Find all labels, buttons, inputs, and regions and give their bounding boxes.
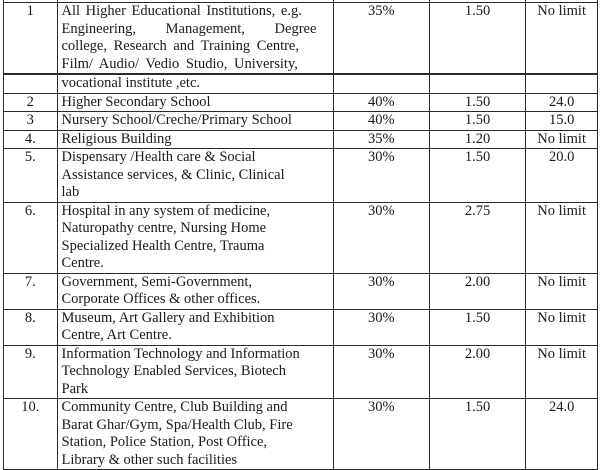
description-line: Higher Secondary School	[61, 93, 211, 110]
description-line: Film/ Audio/ Vedio Studio, University,	[61, 55, 298, 72]
height-cell: No limit	[526, 3, 598, 75]
description-cell	[57, 345, 333, 399]
description-line: Station, Police Station, Post Office,	[61, 434, 268, 450]
height-cell: No limit	[526, 273, 598, 309]
description-line: Corporate Offices & other offices.	[61, 291, 261, 307]
coverage-cell: 30%	[333, 273, 429, 309]
description-line: Technology Enabled Services, Biotech	[61, 363, 286, 379]
coverage-cell: 30%	[333, 399, 429, 470]
description-line: Naturopathy centre, Nursing Home	[61, 220, 267, 236]
description-line: Dispensary /Health care & Social	[61, 149, 256, 165]
table-row	[4, 399, 598, 470]
serial-number-cell: 7.	[4, 273, 58, 309]
far-cell: 2.00	[429, 345, 525, 399]
table-row	[4, 93, 598, 112]
description-line: All Higher Educational Institutions, e.g.	[61, 3, 302, 19]
height-cell: 24.0	[526, 399, 598, 470]
table-row-continuation	[4, 74, 598, 93]
description-line: Barat Ghar/Gym, Spa/Health Club, Fire	[61, 416, 293, 433]
serial-number-cell: 1	[4, 3, 58, 75]
height-cell: 15.0	[526, 112, 598, 131]
description-cell	[57, 399, 333, 470]
description-line: Nursery School/Creche/Primary School	[61, 112, 292, 128]
serial-number-cell: 5.	[4, 149, 58, 203]
coverage-cell: 40%	[333, 112, 429, 131]
description-line: Hospital in any system of medicine,	[61, 202, 271, 219]
description-line: Religious Building	[61, 130, 172, 147]
description-cell	[57, 273, 333, 309]
description-cell	[57, 149, 333, 203]
far-cell: 1.50	[429, 309, 525, 345]
description-line: vocational institute ,etc.	[61, 75, 201, 91]
description-line: Specialized Health Centre, Trauma	[61, 237, 265, 254]
table-row	[4, 112, 598, 131]
far-cell: 1.50	[429, 399, 525, 470]
table-row	[4, 309, 598, 345]
table-row	[4, 345, 598, 399]
far-cell: 1.50	[429, 112, 525, 131]
height-cell: 24.0	[526, 93, 598, 112]
description-line: Assistance services, & Clinic, Clinical	[61, 166, 285, 183]
description-cell	[57, 112, 333, 131]
far-cell: 2.00	[429, 273, 525, 309]
serial-number-cell: 10.	[4, 399, 58, 470]
coverage-cell: 35%	[333, 3, 429, 75]
far-cell: 1.20	[429, 130, 525, 149]
table-row	[4, 149, 598, 203]
description-line: college, Research and Training Centre,	[61, 38, 299, 54]
table-row	[4, 273, 598, 309]
coverage-cell	[333, 74, 429, 93]
description-line: Library & other such facilities	[61, 451, 238, 468]
height-cell	[526, 74, 598, 93]
description-line: Park	[61, 380, 89, 397]
table-row	[4, 130, 598, 149]
description-cell	[57, 130, 333, 149]
description-line: lab	[61, 184, 80, 200]
description-line: Centre, Art Centre.	[61, 327, 172, 343]
description-cell	[57, 309, 333, 345]
description-line: Centre.	[61, 255, 104, 271]
description-cell	[57, 74, 333, 93]
description-cell	[57, 93, 333, 112]
serial-number-cell: 4.	[4, 130, 58, 149]
serial-number-cell: 2	[4, 93, 58, 112]
description-cell	[57, 202, 333, 273]
height-cell: No limit	[526, 130, 598, 149]
coverage-cell: 40%	[333, 93, 429, 112]
height-cell: No limit	[526, 202, 598, 273]
far-cell: 1.50	[429, 93, 525, 112]
far-cell: 1.50	[429, 149, 525, 203]
description-cell	[57, 3, 333, 75]
far-cell	[429, 74, 525, 93]
far-cell: 1.50	[429, 3, 525, 75]
description-line: Museum, Art Gallery and Exhibition	[61, 309, 275, 326]
height-cell: No limit	[526, 345, 598, 399]
height-cell: No limit	[526, 309, 598, 345]
serial-number-cell: 3	[4, 112, 58, 131]
serial-number-cell: 8.	[4, 309, 58, 345]
coverage-cell: 35%	[333, 130, 429, 149]
far-cell: 2.75	[429, 202, 525, 273]
table-row	[4, 3, 598, 75]
coverage-cell: 30%	[333, 345, 429, 399]
building-norms-table	[3, 0, 598, 470]
coverage-cell: 30%	[333, 309, 429, 345]
height-cell: 20.0	[526, 149, 598, 203]
serial-number-cell: 6.	[4, 202, 58, 273]
description-line: Information Technology and Information	[61, 345, 300, 362]
serial-number-cell	[4, 74, 58, 93]
description-line: Government, Semi-Government,	[61, 273, 252, 290]
coverage-cell: 30%	[333, 149, 429, 203]
table-row	[4, 202, 598, 273]
coverage-cell: 30%	[333, 202, 429, 273]
serial-number-cell: 9.	[4, 345, 58, 399]
description-line: Community Centre, Club Building and	[61, 399, 288, 415]
description-line: Engineering, Management, Degree	[61, 20, 317, 37]
